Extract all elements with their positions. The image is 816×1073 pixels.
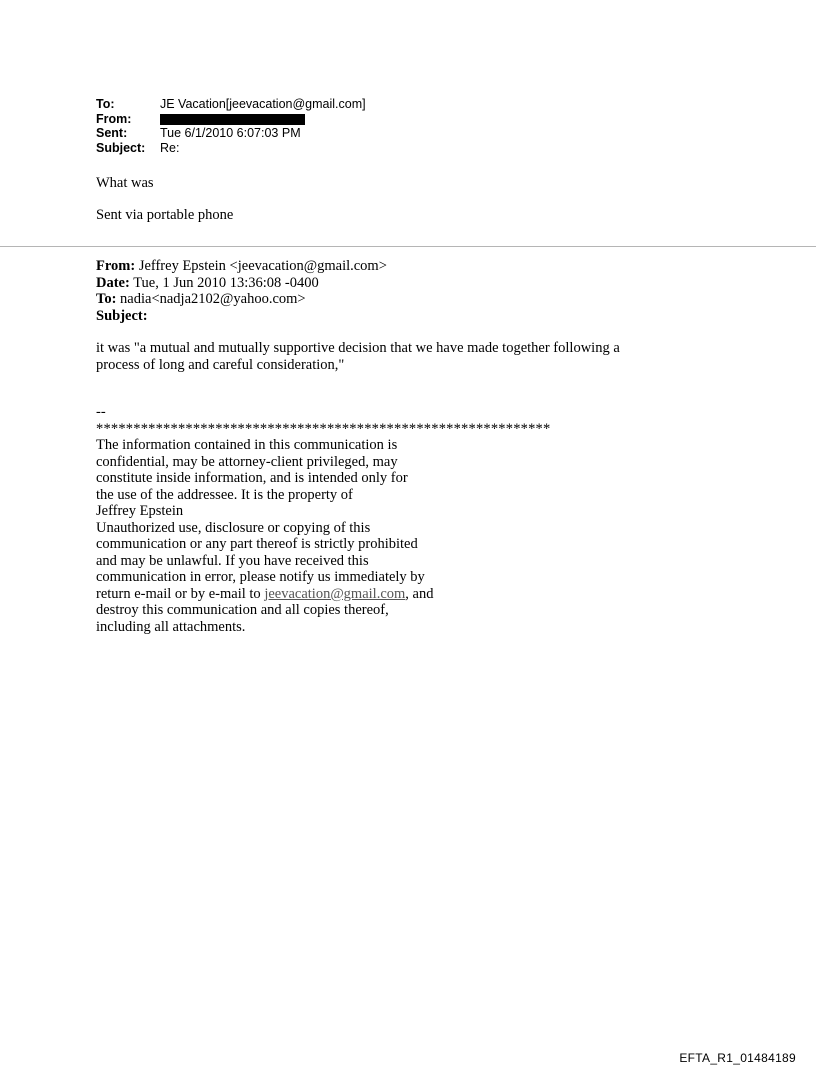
disclaimer-line: The information contained in this communication is xyxy=(96,437,398,453)
quoted-to-row xyxy=(96,291,736,308)
disclaimer-line: confidential, may be attorney-client privileged, may xyxy=(96,453,398,470)
disclaimer-line: and may be unlawful. If you have received this xyxy=(96,552,369,569)
redaction-block xyxy=(160,114,305,125)
link-prefix: return e-mail or by e-mail to xyxy=(96,585,265,602)
quoted-subject-label: Subject: xyxy=(96,307,148,324)
disclaimer-line: the use of the addressee. It is the property of xyxy=(96,486,353,503)
header-to-row xyxy=(96,97,366,112)
link-suffix: , and xyxy=(405,585,434,602)
reply-body xyxy=(96,175,233,238)
quoted-to-label: To: xyxy=(96,291,117,307)
disclaimer-line: destroy this communication and all copies thereof, xyxy=(96,602,389,618)
disclaimer-line: including all attachments. xyxy=(96,618,246,635)
quoted-message-text xyxy=(96,340,736,373)
disclaimer-line: constitute inside information, and is intended only for xyxy=(96,470,408,486)
subject-value: Re: xyxy=(160,140,180,155)
header-from-row xyxy=(96,112,366,127)
from-label: From: xyxy=(96,111,132,126)
quoted-date-value: Tue, 1 Jun 2010 13:36:08 -0400 xyxy=(129,274,319,291)
message-line: it was "a mutual and mutually supportive decision that we have made together following a xyxy=(96,340,620,356)
quoted-date-row xyxy=(96,275,736,292)
signature-separator: -- xyxy=(96,404,106,420)
document-id: EFTA_R1_01484189 xyxy=(679,1051,796,1065)
quoted-message xyxy=(96,258,736,635)
quoted-from-value: Jeffrey Epstein <jeevacation@gmail.com> xyxy=(135,258,387,274)
subject-label: Subject: xyxy=(96,140,146,155)
sent-value: Tue 6/1/2010 6:07:03 PM xyxy=(160,126,301,140)
header-subject-row xyxy=(96,141,366,156)
quoted-subject-row xyxy=(96,308,736,325)
message-divider xyxy=(0,246,816,247)
disclaimer-line: Unauthorized use, disclosure or copying of this xyxy=(96,519,371,536)
email-link[interactable]: jeevacation@gmail.com xyxy=(264,585,406,602)
reply-signature: Sent via portable phone xyxy=(96,206,234,223)
disclaimer xyxy=(96,437,736,635)
disclaimer-line: communication in error, please notify us immediately by xyxy=(96,569,425,585)
reply-line: What was xyxy=(96,175,154,191)
to-label: To: xyxy=(96,97,115,111)
message-line: process of long and careful consideration," xyxy=(96,356,345,373)
disclaimer-line: Jeffrey Epstein xyxy=(96,503,184,519)
quoted-to-value: nadia<nadja2102@yahoo.com> xyxy=(116,291,306,307)
sent-label: Sent: xyxy=(96,126,128,140)
to-value: JE Vacation[jeevacation@gmail.com] xyxy=(160,97,366,111)
email-header xyxy=(96,97,366,155)
disclaimer-link-line xyxy=(96,586,736,603)
quoted-date-label: Date: xyxy=(96,274,130,291)
header-sent-row xyxy=(96,126,366,141)
signature-stars: ************************************************************* xyxy=(96,420,551,437)
quoted-from-row xyxy=(96,258,736,275)
disclaimer-line: communication or any part thereof is strictly prohibited xyxy=(96,536,418,552)
quoted-from-label: From: xyxy=(96,258,136,274)
